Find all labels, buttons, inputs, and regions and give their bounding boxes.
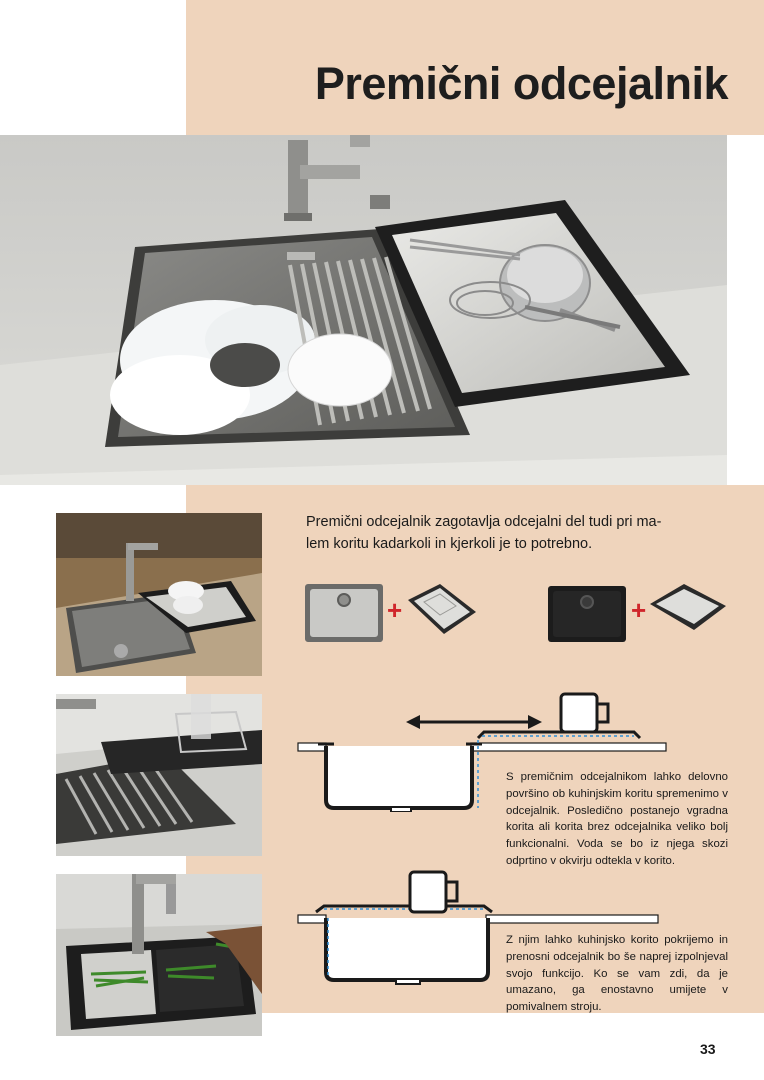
paragraph-drainer-beside-sink: S premičnim odcejalnikom lahko delovno površino ob kuhinjskim koritu spremenimo v odcejalnik. Posledično postanejo vgradna korita ali korita brez odcejalnika veliko bolj funkcionalni. Voda se bo iz njega skozi odprtino v okvirju odtekla v korito.	[506, 771, 728, 867]
mug-icon	[561, 694, 608, 732]
plus-sign: +	[631, 595, 647, 625]
intro-text	[306, 511, 726, 555]
intro-line-2: lem koritu kadarkoli in kjerkoli je to potrebno.	[306, 536, 593, 552]
page-title: Premični odcejalnik	[314, 58, 728, 109]
stainless-sink-icon	[305, 584, 383, 642]
intro-line-1: Premični odcejalnik zagotavlja odcejalni del tudi pri ma-	[306, 514, 662, 530]
paragraph-drainer-over-sink: Z njim lahko kuhinjsko korito pokrijemo in prenosni odcejalnik bo še naprej izpolnjeval svojo funkcijo. Ko se vam zdi, da je umazano, ga enostavno umijete v pomivalnem stroju.	[506, 934, 728, 1014]
combo-stainless	[304, 580, 484, 644]
hero-sink-photo	[0, 135, 727, 485]
photo-drainer-sliding-over-sink	[56, 694, 262, 856]
photo-granite-sink-with-beans	[56, 874, 262, 1036]
arrow-double-icon	[406, 715, 542, 729]
photo-stainless-sink-with-drainer	[56, 513, 262, 676]
combo-granite	[544, 580, 730, 644]
page-number: 33	[700, 1041, 716, 1057]
granite-sink-icon	[548, 586, 626, 642]
drainer-tray-icon	[650, 584, 726, 630]
plus-sign: +	[387, 595, 403, 625]
drainer-tray-icon	[408, 584, 476, 634]
